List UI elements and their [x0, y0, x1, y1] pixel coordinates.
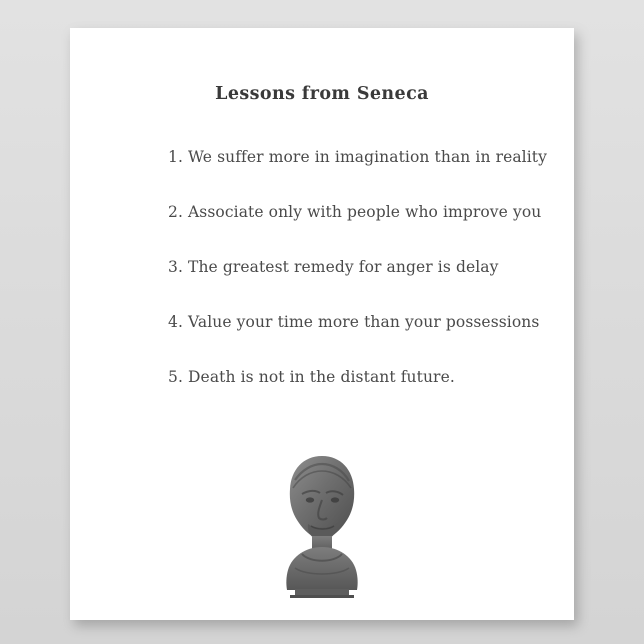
lessons-list	[110, 148, 547, 386]
poster-content	[70, 28, 574, 620]
list-item: 5. Death is not in the distant future.	[168, 368, 455, 386]
poster-sheet	[70, 28, 574, 620]
page-title: Lessons from Seneca	[215, 84, 429, 104]
list-item: 2. Associate only with people who improve you	[168, 203, 542, 221]
list-item: 4. Value your time more than your possessions	[168, 313, 540, 331]
list-item: 1. We suffer more in imagination than in reality	[168, 148, 547, 166]
seneca-bust-image	[262, 450, 382, 598]
poster-product-image	[70, 28, 574, 624]
list-item: 3. The greatest remedy for anger is delay	[168, 258, 499, 276]
